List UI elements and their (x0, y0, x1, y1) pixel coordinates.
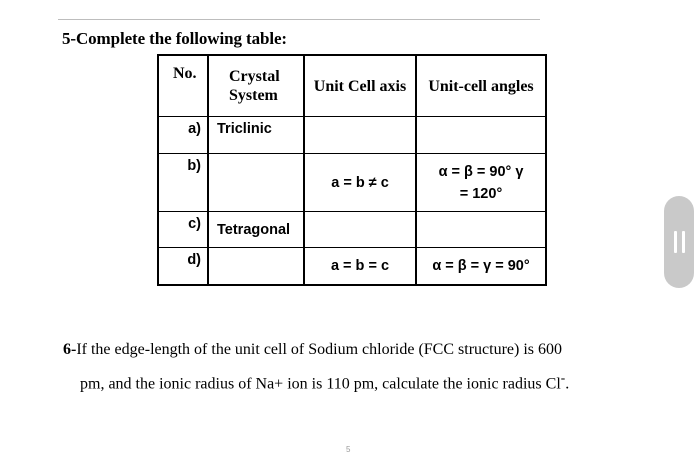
angles-line1: α = β = 90° γ (438, 163, 524, 180)
page-number: 5 (346, 445, 351, 454)
angles-line2: = 120° (459, 185, 503, 202)
table-row (158, 154, 546, 212)
table-header-row (158, 55, 546, 117)
handle-bar-right (682, 231, 685, 253)
table-row (158, 212, 546, 248)
pause-handle-icon[interactable] (664, 196, 694, 288)
question-6-line1: If the edge-length of the unit cell of Sodium chloride (FCC structure) is 600 (76, 341, 562, 358)
crystal-system-cell (208, 154, 304, 212)
top-divider (58, 19, 540, 20)
header-crystal-system-line1: Crystal (229, 68, 280, 85)
unit-cell-angles-cell (416, 117, 546, 154)
unit-cell-angles-cell (416, 212, 546, 248)
unit-cell-axis-cell: a = b = c (304, 248, 416, 286)
question-6-number: 6- (63, 341, 77, 358)
question-5-title: 5-Complete the following table: (62, 29, 287, 48)
question-6-end: . (565, 375, 570, 393)
chloride-charge: - (560, 370, 566, 385)
question-6-line2-wrap (63, 364, 623, 398)
unit-cell-angles-cell: α = β = γ = 90° (416, 248, 546, 286)
unit-cell-axis-cell: a = b ≠ c (304, 154, 416, 212)
header-crystal-system (208, 55, 304, 117)
crystal-system-table (157, 54, 547, 286)
question-6-line2: pm, and the ionic radius of Na+ ion is 110 pm, calculate the ionic radius Cl (80, 375, 561, 393)
row-label: c) (158, 212, 208, 248)
header-crystal-system-line2: System (229, 87, 278, 104)
header-unit-cell-angles: Unit-cell angles (416, 55, 546, 117)
header-unit-cell-axis: Unit Cell axis (304, 55, 416, 117)
row-label: a) (158, 117, 208, 154)
question-6-text (63, 336, 623, 398)
handle-bar-left (674, 231, 677, 253)
crystal-system-cell (208, 248, 304, 286)
header-no: No. (158, 55, 208, 117)
crystal-system-cell: Triclinic (208, 117, 304, 154)
row-label: d) (158, 248, 208, 286)
row-label: b) (158, 154, 208, 212)
table-row (158, 117, 546, 154)
unit-cell-axis-cell (304, 117, 416, 154)
table-row (158, 248, 546, 286)
unit-cell-angles-cell (416, 154, 546, 212)
unit-cell-axis-cell (304, 212, 416, 248)
crystal-system-cell: Tetragonal (208, 212, 304, 248)
